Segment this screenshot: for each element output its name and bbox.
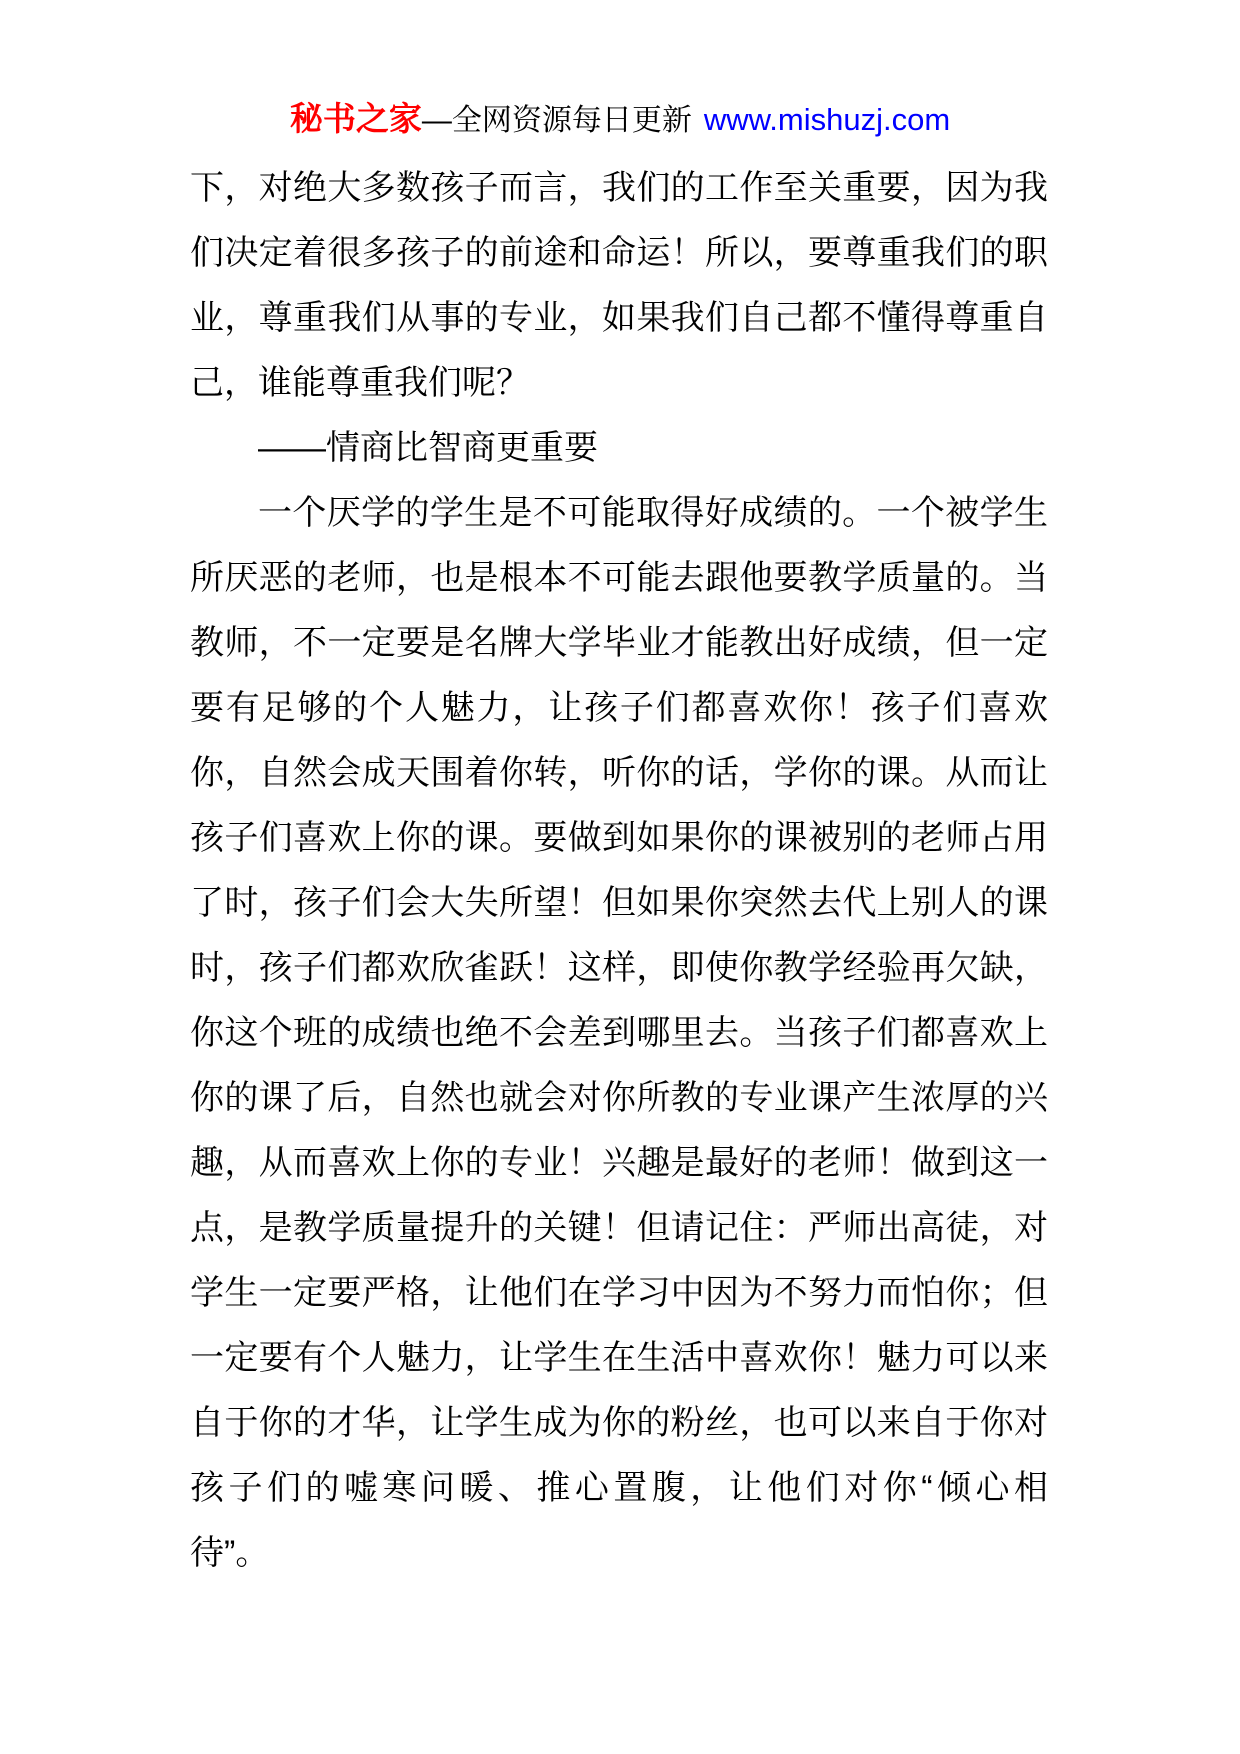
text-line: 时，孩子们都欢欣雀跃！这样，即使你教学经验再欠缺，: [190, 949, 1048, 987]
text-line: 己，谁能尊重我们呢？: [190, 364, 530, 402]
text-line: 孩子们喜欢上你的课。要做到如果你的课被别的老师占用: [190, 819, 1048, 857]
text-line: 们决定着很多孩子的前途和命运！所以，要尊重我们的职: [190, 234, 1048, 272]
text-line: 教师，不一定要是名牌大学毕业才能教出好成绩，但一定: [190, 624, 1048, 662]
text-line: 学生一定要严格，让他们在学习中因为不努力而怕你；但: [190, 1274, 1048, 1312]
text-line: 业，尊重我们从事的专业，如果我们自己都不懂得尊重自: [190, 299, 1048, 337]
text-line: 要有足够的个人魅力，让孩子们都喜欢你！孩子们喜欢: [190, 689, 1048, 727]
text-line: 自于你的才华，让学生成为你的粉丝，也可以来自于你对: [190, 1404, 1048, 1442]
text-line: 所厌恶的老师，也是根本不可能去跟他要教学质量的。当: [190, 559, 1048, 597]
document-body: [190, 156, 1048, 1586]
text-line: 了时，孩子们会大失所望！但如果你突然去代上别人的课: [190, 884, 1048, 922]
text-line: 你，自然会成天围着你转，听你的话，学你的课。从而让: [190, 754, 1048, 792]
text-line: 孩子们的嘘寒问暖、推心置腹，让他们对你“倾心相: [190, 1469, 1048, 1507]
site-url-link[interactable]: www.mishuzj.com: [703, 102, 951, 137]
text-line: 你这个班的成绩也绝不会差到哪里去。当孩子们都喜欢上: [190, 1014, 1048, 1052]
text-line: ——情商比智商更重要: [258, 429, 598, 467]
text-line: 一定要有个人魅力，让学生在生活中喜欢你！魅力可以来: [190, 1339, 1048, 1377]
site-tagline: —全网资源每日更新: [421, 104, 692, 137]
site-brand: 秘书之家: [289, 100, 422, 137]
text-line: 下，对绝大多数孩子而言，我们的工作至关重要，因为我: [190, 169, 1048, 207]
text-line: 点，是教学质量提升的关键！但请记住：严师出高徒，对: [190, 1209, 1048, 1247]
text-line: 趣，从而喜欢上你的专业！兴趣是最好的老师！做到这一: [190, 1144, 1048, 1182]
text-line: 待”。: [190, 1534, 270, 1572]
text-line: 你的课了后，自然也就会对你所教的专业课产生浓厚的兴: [190, 1079, 1048, 1117]
document-header: [0, 96, 1240, 142]
text-line: 一个厌学的学生是不可能取得好成绩的。一个被学生: [258, 494, 1048, 532]
